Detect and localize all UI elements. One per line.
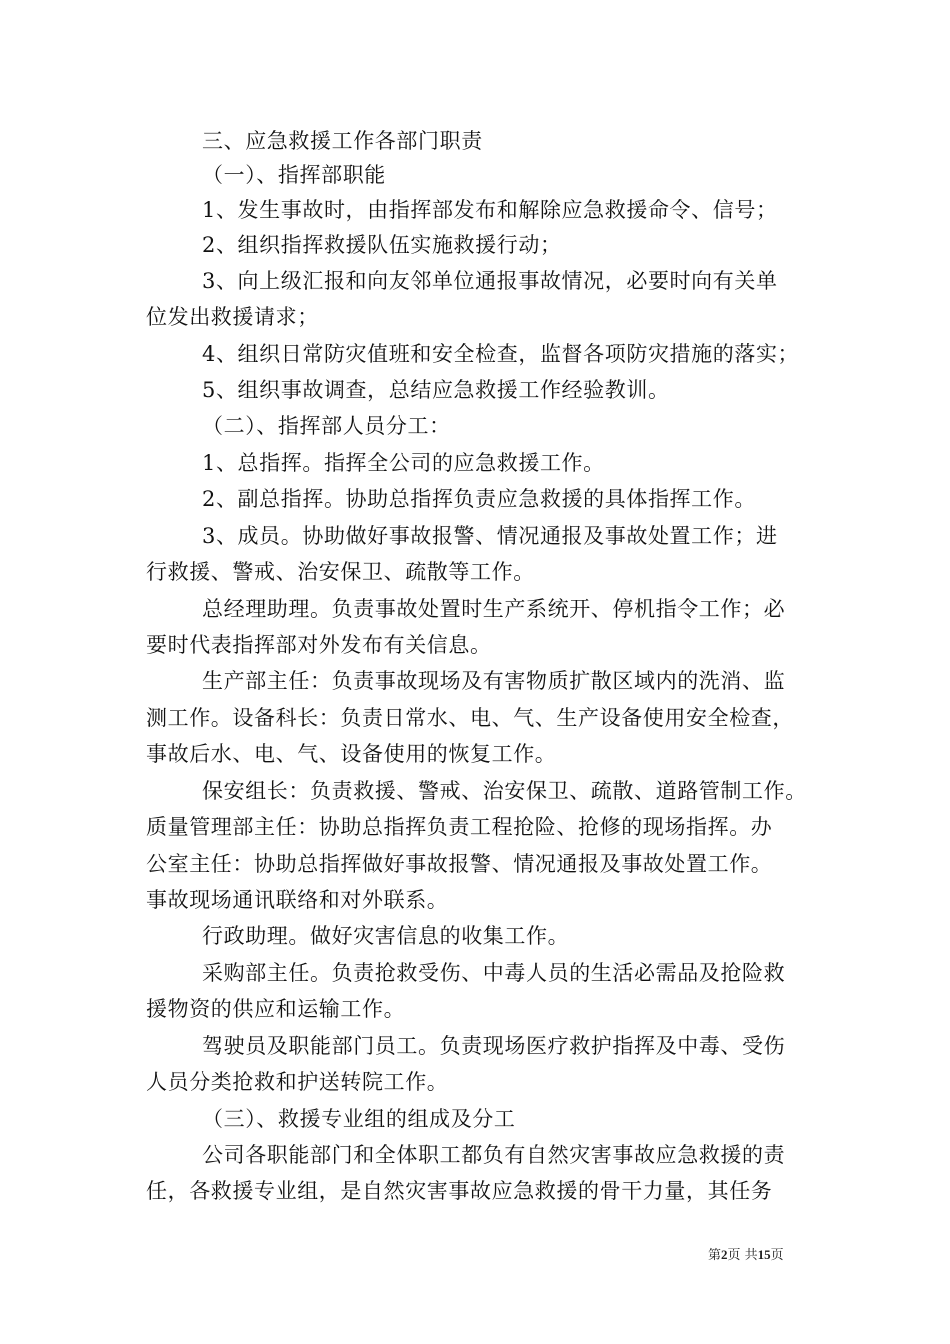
paragraph-line: 人员分类抢救和护送转院工作。	[146, 1070, 449, 1094]
paragraph-line: 测工作。设备科长：负责日常水、电、气、生产设备使用安全检查，	[146, 706, 794, 730]
total-page-count: 15	[757, 1247, 771, 1262]
paragraph-line: 总经理助理。负责事故处置时生产系统开、停机指令工作；必	[202, 597, 786, 621]
subsection-heading: （二）、指挥部人员分工：	[202, 414, 451, 438]
paragraph-line: 2、组织指挥救援队伍实施救援行动；	[202, 233, 562, 257]
current-page-number: 2	[721, 1247, 728, 1262]
paragraph-line: 质量管理部主任：协助总指挥负责工程抢险、抢修的现场指挥。办	[146, 815, 773, 839]
paragraph-line: 事故后水、电、气、设备使用的恢复工作。	[146, 742, 557, 766]
paragraph-line: 要时代表指挥部对外发布有关信息。	[146, 633, 492, 657]
paragraph-line: 行救援、警戒、治安保卫、疏散等工作。	[146, 560, 535, 584]
paragraph-line: 保安组长：负责救援、警戒、治安保卫、疏散、道路管制工作。	[202, 779, 807, 803]
paragraph-line: 援物资的供应和运输工作。	[146, 997, 406, 1021]
paragraph-line: 3、成员。协助做好事故报警、情况通报及事故处置工作；进	[202, 524, 778, 548]
paragraph-line: 任，各救援专业组，是自然灾害事故应急救援的骨干力量，其任务	[146, 1179, 773, 1203]
paragraph-line: 3、向上级汇报和向友邻单位通报事故情况，必要时向有关单	[202, 269, 778, 293]
page-number-footer	[708, 1246, 784, 1265]
paragraph-line: 1、总指挥。指挥全公司的应急救援工作。	[202, 451, 605, 475]
subsection-heading: （一）、指挥部职能	[202, 163, 386, 187]
subsection-heading: （三）、救援专业组的组成及分工	[202, 1107, 516, 1131]
paragraph-line: 驾驶员及职能部门员工。负责现场医疗救护指挥及中毒、受伤	[202, 1034, 786, 1058]
footer-suffix: 页	[770, 1248, 784, 1263]
paragraph-line: 4、组织日常防灾值班和安全检查，监督各项防灾措施的落实；	[202, 342, 800, 366]
paragraph-line: 行政助理。做好灾害信息的收集工作。	[202, 924, 570, 948]
paragraph-line: 公室主任：协助总指挥做好事故报警、情况通报及事故处置工作。	[146, 852, 773, 876]
paragraph-line: 2、副总指挥。协助总指挥负责应急救援的具体指挥工作。	[202, 487, 756, 511]
paragraph-line: 1、发生事故时，由指挥部发布和解除应急救援命令、信号；	[202, 198, 778, 222]
paragraph-line: 公司各职能部门和全体职工都负有自然灾害事故应急救援的责	[202, 1143, 786, 1167]
footer-middle: 页 共	[727, 1248, 758, 1263]
paragraph-line: 位发出救援请求；	[146, 305, 319, 329]
section-heading: 三、应急救援工作各部门职责	[202, 129, 483, 153]
paragraph-line: 采购部主任。负责抢救受伤、中毒人员的生活必需品及抢险救	[202, 961, 786, 985]
footer-prefix: 第	[708, 1248, 722, 1263]
paragraph-line: 生产部主任：负责事故现场及有害物质扩散区域内的洗消、监	[202, 669, 786, 693]
paragraph-line: 5、组织事故调查，总结应急救援工作经验教训。	[202, 378, 670, 402]
paragraph-line: 事故现场通讯联络和对外联系。	[146, 888, 449, 912]
